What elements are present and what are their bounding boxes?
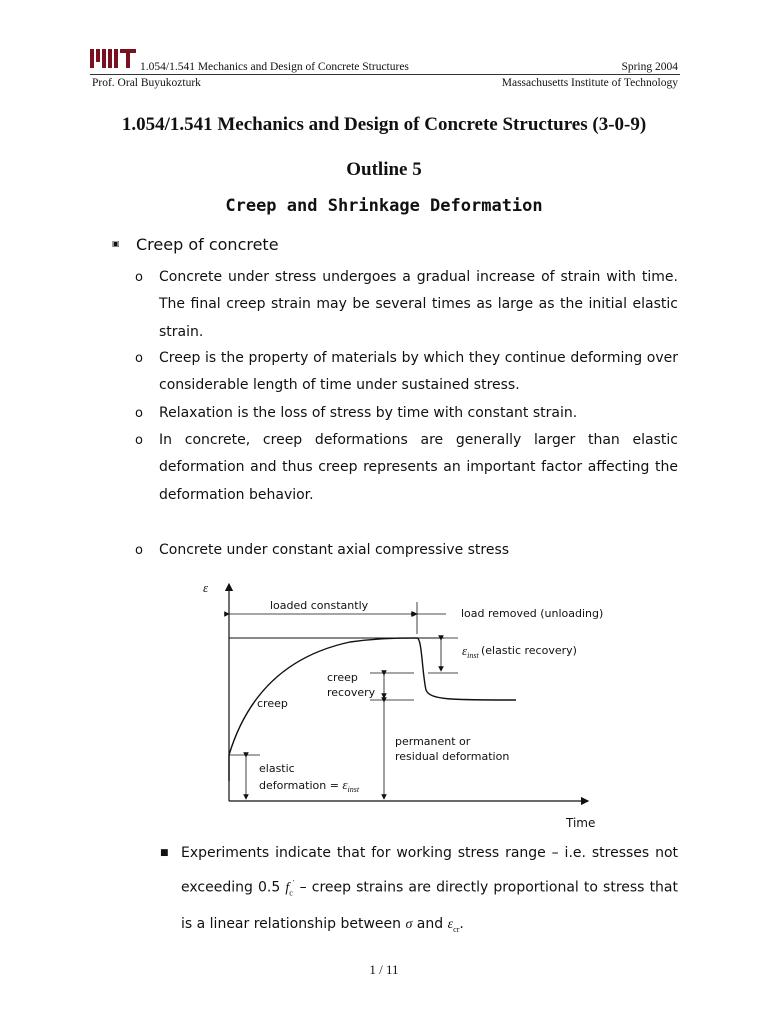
list-item: Concrete under stress undergoes a gradual increase of strain with time. The final creep strain may be several times as large as the initial elastic strain. bbox=[159, 269, 678, 340]
label-elastic-recovery: (elastic recovery) bbox=[481, 644, 577, 657]
circle-bullet-icon: o bbox=[135, 270, 143, 285]
page-header bbox=[90, 46, 680, 92]
header-course: 1.054/1.541 Mechanics and Design of Concrete Structures bbox=[140, 61, 409, 73]
circle-bullet-icon: o bbox=[135, 406, 143, 421]
header-professor: Prof. Oral Buyukozturk bbox=[92, 77, 201, 89]
x-axis-label: Time bbox=[566, 816, 596, 830]
section-title: Creep and Shrinkage Deformation bbox=[225, 196, 543, 216]
label-load-removed: load removed (unloading) bbox=[461, 607, 604, 620]
course-title: 1.054/1.541 Mechanics and Design of Concrete Structures (3-0-9) bbox=[121, 114, 647, 135]
label-eps-inst: $\varepsilon_{inst}$ bbox=[462, 643, 479, 660]
header-term: Spring 2004 bbox=[621, 61, 678, 73]
page-number: 1 / 11 bbox=[369, 962, 399, 977]
label-elastic: elastic bbox=[259, 762, 295, 775]
circle-bullet-icon: o bbox=[135, 351, 143, 366]
label-creep-recovery-2: recovery bbox=[327, 686, 376, 699]
heading-creep-of-concrete: Creep of concrete bbox=[136, 235, 279, 254]
label-residual: residual deformation bbox=[395, 750, 510, 763]
header-rule bbox=[90, 74, 680, 75]
list-item: Creep is the property of materials by which they continue deforming over considerable length of time under sustained stress. bbox=[159, 350, 678, 394]
label-creep: creep bbox=[257, 697, 288, 710]
label-elastic-deformation: deformation = $\varepsilon_{inst}$ bbox=[259, 777, 360, 794]
header-institution: Massachusetts Institute of Technology bbox=[501, 77, 678, 89]
circle-bullet-icon: o bbox=[135, 433, 143, 448]
list-item: In concrete, creep deformations are generally larger than elastic deformation and thus creep represents an important factor affecting the deformation behavior. bbox=[159, 432, 678, 503]
experiment-paragraph: Experiments indicate that for working stress range – i.e. stresses not exceeding 0.5 $f_c'$ – creep strains are directly proportional to stress that is a linear relationship between σ and $\varepsilon_{cr}$. bbox=[181, 845, 678, 934]
square-bullet-icon: ■ bbox=[160, 848, 169, 858]
label-loaded-constantly: loaded constantly bbox=[270, 599, 369, 612]
square-bullet-icon: ▣ bbox=[112, 239, 120, 248]
label-creep-recovery: creep bbox=[327, 671, 358, 684]
label-permanent: permanent or bbox=[395, 735, 471, 748]
outline-title: Outline 5 bbox=[346, 159, 422, 180]
circle-bullet-icon: o bbox=[135, 543, 143, 558]
y-axis-label: ε bbox=[203, 580, 209, 595]
creep-diagram bbox=[200, 572, 680, 837]
list-item: Concrete under constant axial compressive stress bbox=[159, 542, 510, 558]
list-item: Relaxation is the loss of stress by time with constant strain. bbox=[159, 405, 578, 421]
mit-logo bbox=[90, 46, 136, 72]
